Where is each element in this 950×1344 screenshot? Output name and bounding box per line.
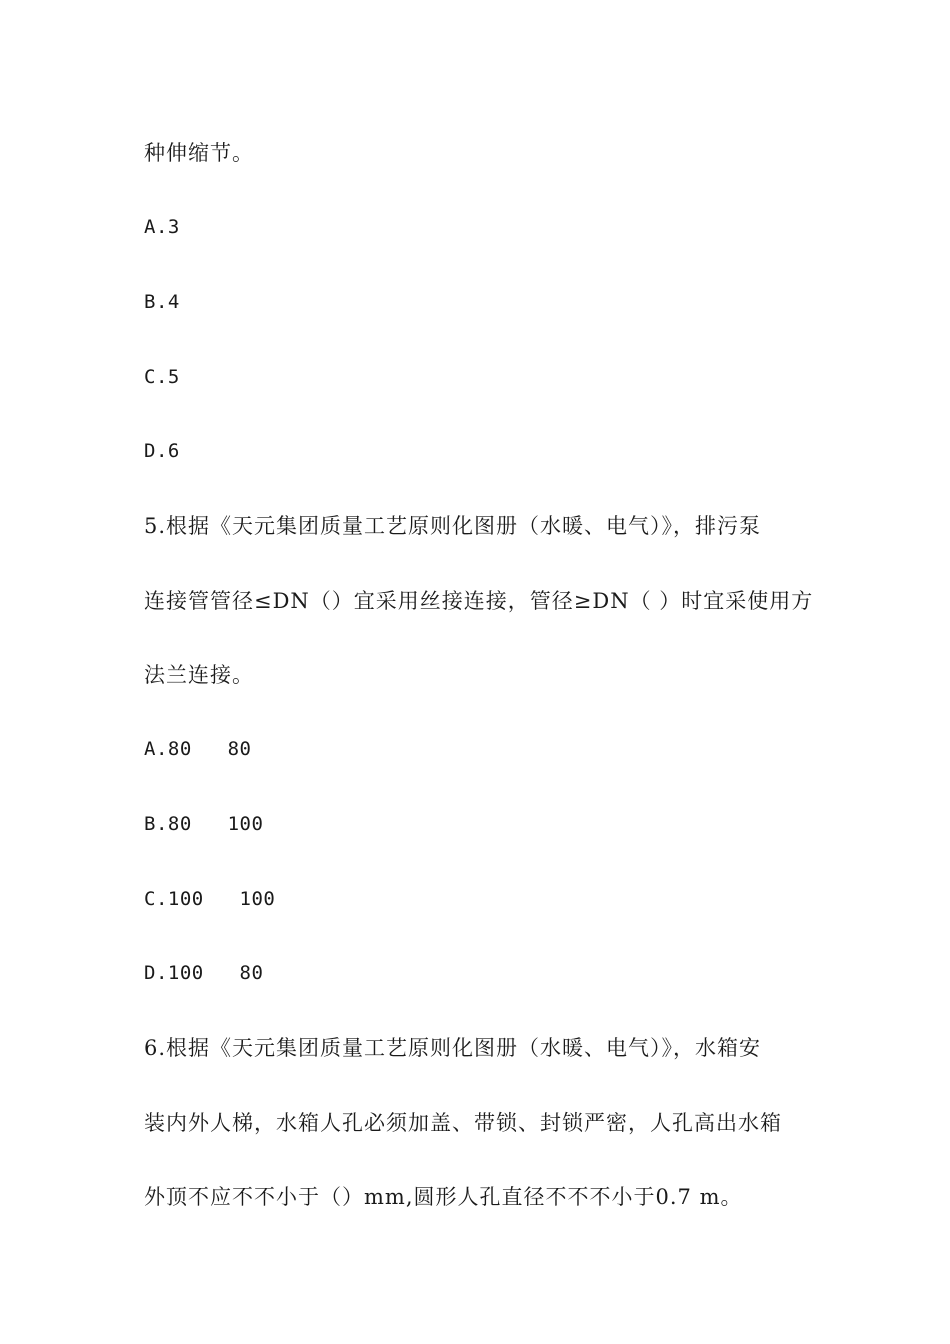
question-6-line-2: 装内外人梯，水箱人孔必须加盖、带锁、封锁严密，人孔高出水箱 xyxy=(144,1111,782,1135)
q4-option-b: B.4 xyxy=(144,291,180,313)
q5-option-d: D.100 80 xyxy=(144,962,264,984)
question-5-line-1: 5.根据《天元集团质量工艺原则化图册（水暖、电气）》，排污泵 xyxy=(144,514,762,538)
question-6-line-1: 6.根据《天元集团质量工艺原则化图册（水暖、电气）》，水箱安 xyxy=(144,1036,762,1060)
q4-option-d: D.6 xyxy=(144,440,180,462)
q4-option-c: C.5 xyxy=(144,366,180,388)
question-6-line-3: 外顶不应不不小于（）mm,圆形人孔直径不不不小于0.7 m。 xyxy=(144,1185,743,1209)
q4-option-a: A.3 xyxy=(144,216,180,238)
q5-option-a: A.80 80 xyxy=(144,738,252,760)
question-5-line-3: 法兰连接。 xyxy=(144,663,254,687)
q5-option-c: C.100 100 xyxy=(144,888,276,910)
question-4-tail: 种伸缩节。 xyxy=(144,141,254,165)
question-5-line-2: 连接管管径≤DN（）宜采用丝接连接，管径≥DN（ ）时宜采使用方 xyxy=(144,589,814,613)
q5-option-b: B.80 100 xyxy=(144,813,264,835)
